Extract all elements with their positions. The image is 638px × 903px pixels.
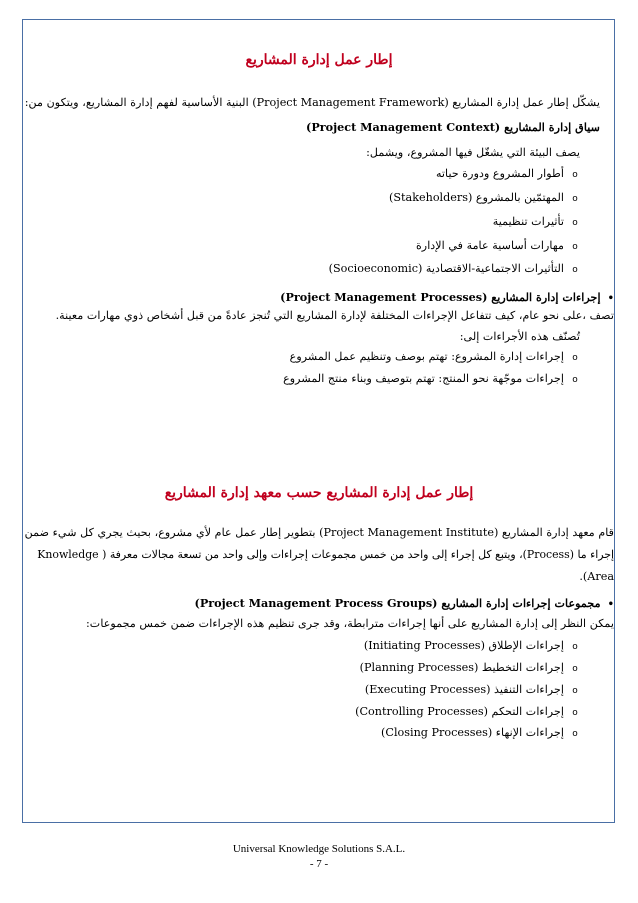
groups-description: يمكن النظر إلى إدارة المشاريع على أنها إجراءات مترابطة، وقد جرى تنظيم هذه الإجراءات ضمن خمس مجموعات: (86, 617, 614, 630)
circle-bullet-icon: o (572, 194, 578, 204)
pmi-paragraph-line-2: إجراء ما (Process)، ويتبع كل إجراء إلى واحد من خمس مجموعات إجراءات وإلى واحد من تسعة مجالات معرفة ( Knowledge (37, 548, 614, 561)
context-description: يصف البيئة التي يشغّل فيها المشروع، ويشمل: (366, 146, 580, 159)
list-item: oإجراءات الإنهاء (Closing Processes) (381, 726, 580, 739)
circle-bullet-icon: o (572, 170, 578, 180)
section-title-pmi: إطار عمل إدارة المشاريع حسب معهد إدارة المشاريع (164, 485, 474, 501)
circle-bullet-icon: o (572, 642, 578, 652)
list-item: oالتأثيرات الاجتماعية-الاقتصادية (Socioeconomic) (329, 262, 580, 275)
processes-heading: •إجراءات إدارة المشاريع (Project Management Processes) (280, 290, 614, 304)
section-title-framework: إطار عمل إدارة المشاريع (245, 52, 393, 68)
list-item: oأطوار المشروع ودورة حياته (436, 167, 580, 180)
circle-bullet-icon: o (572, 664, 578, 674)
list-item: oإجراءات إدارة المشروع: تهتم بوصف وتنظيم عمل المشروع (290, 350, 580, 363)
list-item: oإجراءات الإطلاق (Initiating Processes) (364, 639, 580, 652)
list-item: oمهارات أساسية عامة في الإدارة (416, 239, 580, 252)
list-item: oإجراءات التنفيذ (Executing Processes) (365, 683, 580, 696)
bullet-dot-icon: • (607, 293, 614, 304)
pmi-paragraph-line-1: قام معهد إدارة المشاريع (Project Management Institute) بتطوير إطار عمل عام لأي مشروع، بحيث يجري كل شيء ضمن (24, 526, 614, 539)
classified-into-text: تُصنّف هذه الأجراءات إلى: (459, 330, 580, 343)
pmi-paragraph-line-3: .(Area (579, 570, 614, 583)
circle-bullet-icon: o (572, 218, 578, 228)
list-item: oتأثيرات تنظيمية (493, 215, 580, 228)
circle-bullet-icon: o (572, 375, 578, 385)
groups-heading: •مجموعات إجراءات إدارة المشاريع (Project Management Process Groups) (194, 596, 614, 610)
list-item: oالمهتمّين بالمشروع (Stakeholders) (389, 191, 580, 204)
circle-bullet-icon: o (572, 708, 578, 718)
circle-bullet-icon: o (572, 242, 578, 252)
list-item: oإجراءات التحكم (Controlling Processes) (355, 705, 580, 718)
context-heading: سياق إدارة المشاريع (Project Management Context) (306, 120, 600, 134)
circle-bullet-icon: o (572, 686, 578, 696)
list-item: oإجراءات موجّهة نحو المنتج: تهتم بتوصيف وبناء منتج المشروع (283, 372, 580, 385)
circle-bullet-icon: o (572, 265, 578, 275)
page-border (22, 19, 615, 823)
circle-bullet-icon: o (572, 729, 578, 739)
bullet-dot-icon: • (607, 599, 614, 610)
intro-paragraph: يشكّل إطار عمل إدارة المشاريع (Project Management Framework) البنية الأساسية لفهم إدارة المشاريع، ويتكون من: (24, 96, 600, 109)
processes-description: تصف ،على نحو عام، كيف تتفاعل الإجراءات المختلفة لإدارة المشاريع التي تُنجز عادةً من قبل أشخاص ذوي مهارات معينة. (55, 309, 614, 322)
circle-bullet-icon: o (572, 353, 578, 363)
page-number: - 7 - (309, 858, 329, 870)
footer-company: Universal Knowledge Solutions S.A.L. (232, 843, 406, 855)
list-item: oإجراءات التخطيط (Planning Processes) (360, 661, 580, 674)
